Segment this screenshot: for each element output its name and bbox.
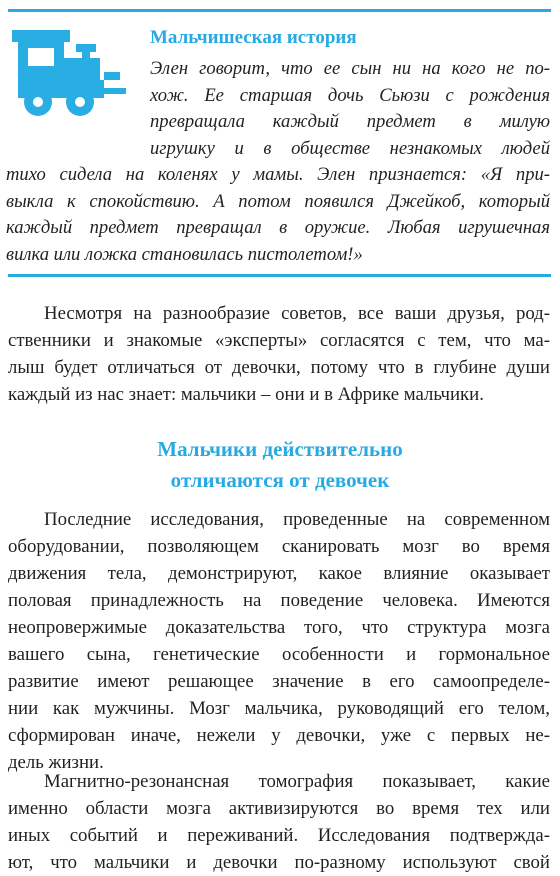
- sidebar-line: каждый предмет превращал в оружие. Любая игрушечная: [6, 217, 550, 238]
- paragraph-line: каждый из нас знает: мальчики – они и в Африке мальчики.: [8, 384, 484, 405]
- sidebar-title: Мальчишеская история: [150, 27, 357, 48]
- paragraph-line: Магнитно-резонансная томография показывает, какие: [44, 771, 550, 792]
- section-heading: [0, 434, 560, 496]
- body-paragraph-2: [8, 768, 550, 876]
- paragraph-line: иных событий и переживаний. Исследования подтвержда-: [8, 825, 550, 846]
- body-paragraph-1: [8, 506, 550, 776]
- paragraph-line: неопровержимые доказательства того, что структура мозга: [8, 617, 550, 638]
- paragraph-line: сформирован иначе, нежели у девочки, уже с первых не-: [8, 725, 550, 746]
- paragraph-line: движения тела, демонстрируют, какое влияние оказывает: [8, 563, 550, 584]
- paragraph-line: нии как мужчины. Мозг мальчика, руководящий его телом,: [8, 698, 550, 719]
- sidebar-line: выкла к спокойствию. А потом появился Джейкоб, который: [6, 190, 550, 212]
- sidebar-line: тихо сидела на коленях у мамы. Элен признается: «Я при-: [6, 164, 550, 185]
- sidebar-bottom-rule: [8, 274, 551, 277]
- paragraph-line: вашего сына, генетические особенности и гормональное: [8, 644, 550, 665]
- sidebar-line: Элен говорит, что ее сын ни на кого не по-: [150, 58, 550, 79]
- paragraph-line: развитие имеют решающее значение в его самоопределе-: [8, 671, 550, 692]
- intro-paragraph: [8, 300, 550, 408]
- paragraph-line: половая принадлежность на поведение человека. Имеются: [8, 590, 550, 611]
- sidebar-line: превращала каждый предмет в милую: [150, 111, 550, 132]
- paragraph-line: оборудовании, позволяющем сканировать мозг во время: [8, 536, 550, 557]
- paragraph-line: именно области мозга активизируются во время тех или: [8, 798, 550, 819]
- paragraph-line: Несмотря на разнообразие советов, все ваши друзья, род-: [44, 303, 550, 324]
- sidebar-top-rule: [8, 9, 551, 12]
- sidebar-line: хож. Ее старшая дочь Сьюзи с рождения: [150, 84, 550, 106]
- section-heading-line: Мальчики действительно: [157, 437, 403, 461]
- sidebar-text: [6, 56, 550, 268]
- section-heading-line: отличаются от девочек: [170, 468, 390, 492]
- paragraph-line: Последние исследования, проведенные на современном: [44, 509, 550, 530]
- sidebar-line: игрушку и в обществе незнакомых людей: [150, 137, 550, 159]
- paragraph-line: ют, что мальчики и девочки по-разному используют свой: [8, 852, 550, 873]
- paragraph-line: лыш будет отличаться от девочки, потому что в глубине души: [8, 357, 550, 378]
- sidebar-line: вилка или ложка становилась пистолетом!»: [6, 243, 363, 265]
- paragraph-line: дель жизни.: [8, 752, 104, 773]
- paragraph-line: ственники и знакомые «эксперты» согласятся с тем, что ма-: [8, 330, 550, 351]
